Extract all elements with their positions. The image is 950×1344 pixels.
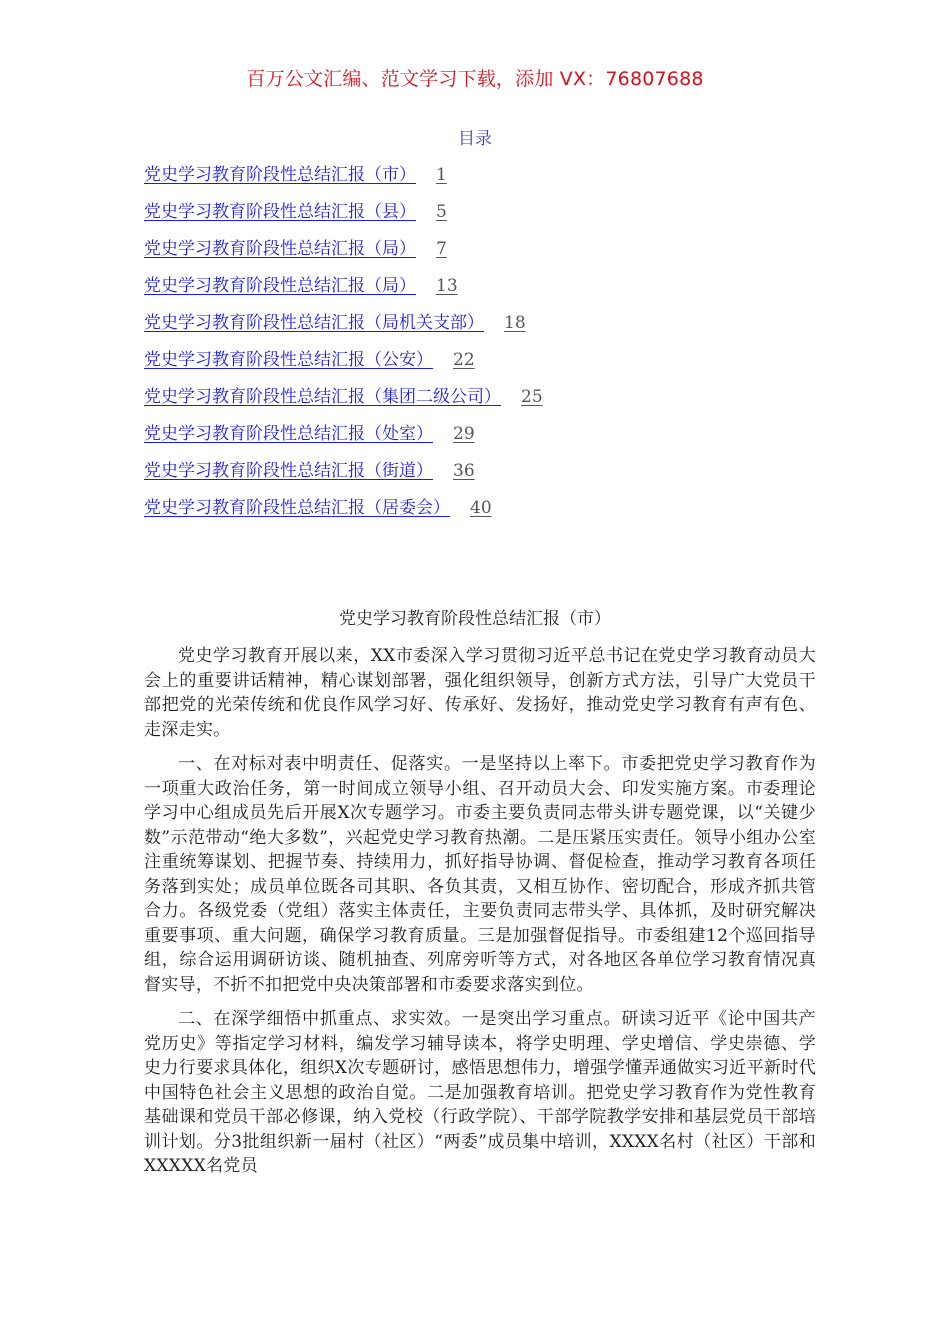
- toc-link[interactable]: 党史学习教育阶段性总结汇报（处室）: [144, 424, 433, 444]
- table-of-contents: [144, 160, 543, 530]
- toc-entry: [144, 345, 543, 382]
- body-paragraph-intro: 党史学习教育开展以来，XX市委深入学习贯彻习近平总书记在党史学习教育动员大会上的重要讲话精神，精心谋划部署，强化组织领导，创新方式方法，引导广大党员干部把党的光荣传统和优良作风学习好、传承好、发扬好，推动党史学习教育有声有色、走深走实。: [144, 646, 816, 740]
- toc-link[interactable]: 党史学习教育阶段性总结汇报（市）: [144, 165, 416, 185]
- toc-entry: [144, 419, 543, 456]
- toc-page-number[interactable]: 7: [436, 239, 447, 259]
- toc-link[interactable]: 党史学习教育阶段性总结汇报（局机关支部）: [144, 313, 484, 333]
- toc-link[interactable]: 党史学习教育阶段性总结汇报（街道）: [144, 461, 433, 481]
- toc-entry: [144, 197, 543, 234]
- toc-link[interactable]: 党史学习教育阶段性总结汇报（局）: [144, 239, 416, 259]
- toc-page-number[interactable]: 5: [436, 202, 447, 222]
- toc-link[interactable]: 党史学习教育阶段性总结汇报（集团二级公司）: [144, 387, 501, 407]
- toc-entry: [144, 160, 543, 197]
- toc-page-number[interactable]: 29: [453, 424, 475, 444]
- download-banner: 百万公文汇编、范文学习下载，添加 VX：76807688: [246, 68, 704, 90]
- toc-link[interactable]: 党史学习教育阶段性总结汇报（公安）: [144, 350, 433, 370]
- toc-page-number[interactable]: 22: [453, 350, 475, 370]
- toc-title: 目录: [458, 129, 492, 149]
- toc-page-number[interactable]: 36: [453, 461, 475, 481]
- toc-page-number[interactable]: 18: [504, 313, 526, 333]
- toc-link[interactable]: 党史学习教育阶段性总结汇报（局）: [144, 276, 416, 296]
- toc-link[interactable]: 党史学习教育阶段性总结汇报（居委会）: [144, 498, 450, 518]
- toc-page-number[interactable]: 40: [470, 498, 492, 518]
- toc-entry: [144, 308, 543, 345]
- toc-entry: [144, 493, 543, 530]
- toc-page-number[interactable]: 13: [436, 276, 458, 296]
- toc-entry: [144, 382, 543, 419]
- toc-entry: [144, 234, 543, 271]
- toc-entry: [144, 271, 543, 308]
- body-paragraph-section-2: 二、在深学细悟中抓重点、求实效。一是突出学习重点。研读习近平《论中国共产党历史》等指定学习材料，编发学习辅导读本，将学史明理、学史增信、学史崇德、学史力行要求具体化，组织X次专题研讨，感悟思想伟力，增强学懂弄通做实习近平新时代中国特色社会主义思想的政治自觉。二是加强教育培训。把党史学习教育作为党性教育基础课和党员干部必修课，纳入党校（行政学院）、干部学院教学安排和基层党员干部培训计划。分3批组织新一届村（社区）“两委”成员集中培训，XXXX名村（社区）干部和XXXXX名党员: [144, 1009, 816, 1176]
- toc-page-number[interactable]: 1: [436, 165, 447, 185]
- document-title: 党史学习教育阶段性总结汇报（市）: [339, 609, 611, 629]
- document-body: [144, 644, 816, 1189]
- body-paragraph-section-1: 一、在对标对表中明责任、促落实。一是坚持以上率下。市委把党史学习教育作为一项重大政治任务，第一时间成立领导小组、召开动员大会、印发实施方案。市委理论学习中心组成员先后开展X次专题学习。市委主要负责同志带头讲专题党课，以“关键少数”示范带动“绝大多数”，兴起党史学习教育热潮。二是压紧压实责任。领导小组办公室注重统筹谋划、把握节奏、持续用力，抓好指导协调、督促检查，推动学习教育各项任务落到实处；成员单位既各司其职、各负其责，又相互协作、密切配合，形成齐抓共管合力。各级党委（党组）落实主体责任，主要负责同志带头学、具体抓，及时研究解决重要事项、重大问题，确保学习教育质量。三是加强督促指导。市委组建12个巡回指导组，综合运用调研访谈、随机抽查、列席旁听等方式，对各地区各单位学习教育情况真督实导，不折不扣把党中央决策部署和市委要求落实到位。: [144, 754, 816, 995]
- toc-link[interactable]: 党史学习教育阶段性总结汇报（县）: [144, 202, 416, 222]
- toc-entry: [144, 456, 543, 493]
- toc-page-number[interactable]: 25: [521, 387, 543, 407]
